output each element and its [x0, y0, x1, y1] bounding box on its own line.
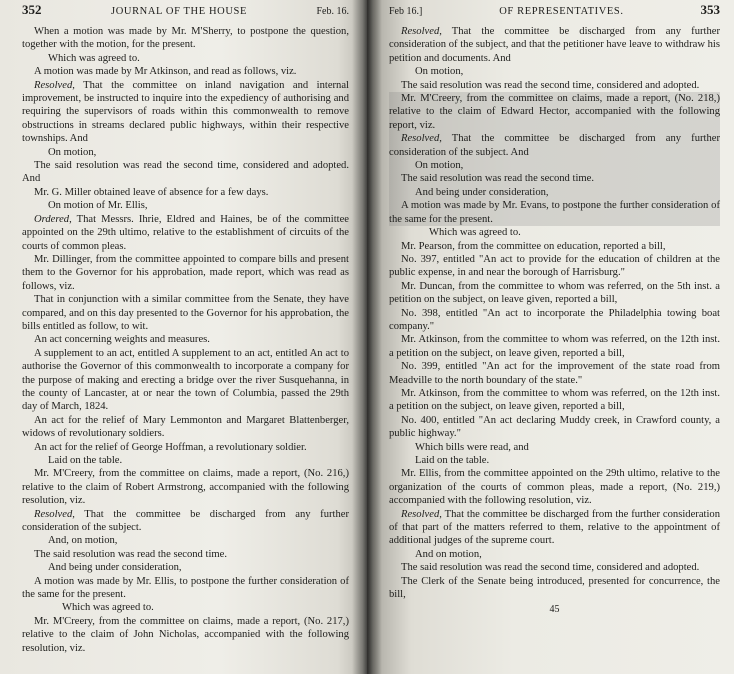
paragraph: An act for the relief of Mary Lemmonton and Margaret Blattenberger, widows of revolutionary soldiers. [22, 414, 349, 440]
right-header-date: Feb 16.] [389, 6, 423, 17]
paragraph: The said resolution was read the second time, considered and adopted. [401, 562, 700, 574]
paragraph: No. 400, entitled "An act declaring Muddy creek, in Crawford county, a public highway." [389, 414, 720, 440]
paragraph: Mr. M'Creery, from the committee on claims, made a report, (No. 218,) relative to the claim of Edward Hector, accompanied with the following report, viz. [389, 93, 720, 131]
right-page-header [389, 3, 720, 25]
paragraph: No. 399, entitled "An act for the improvement of the state road from Meadville to the north boundary of the state." [389, 361, 720, 386]
signature-mark: 45 [549, 604, 560, 616]
paragraph: Mr. G. Miller obtained leave of absence for a few days. [34, 186, 269, 198]
paragraph: An act concerning weights and measures. [34, 334, 210, 346]
paragraph: An act for the relief of George Hoffman, a revolutionary soldier. [34, 441, 307, 453]
paragraph: Mr. M'Creery, from the committee on claims, made a report, (No. 217,) relative to the claim of John Nicholas, accompanied with the following resolution, viz. [22, 615, 349, 654]
paragraph: And being under consideration, [48, 562, 182, 574]
paragraph: The said resolution was read the second time. [34, 548, 227, 560]
paragraph: And on motion, [415, 548, 482, 560]
paragraph: Mr. M'Creery, from the committee on claims, made a report, (No. 216,) relative to the claim of Robert Armstrong, accompanied with the following resolution, viz. [22, 468, 349, 507]
paragraph: The said resolution was read the second time. [389, 172, 720, 185]
paragraph: No. 397, entitled "An act to provide for the education of children at the public expense, in and near the borough of Harrisburg." [389, 253, 720, 279]
paragraph: Which was agreed to. [429, 227, 521, 239]
right-page-body [389, 25, 720, 617]
paragraph: Mr. Pearson, from the committee on education, reported a bill, [401, 240, 666, 252]
paragraph: On motion, [389, 159, 720, 172]
paragraph: Mr. Duncan, from the committee to whom was referred, on the 5th inst. a petition on the subject, on leave given, reported a bill, [389, 280, 720, 306]
paragraph: On motion, [48, 146, 97, 158]
paragraph: Resolved, That the committee be discharged from any further consideration of the subject. And [389, 133, 720, 158]
left-running-title: JOURNAL OF THE HOUSE [111, 6, 247, 17]
paragraph: A supplement to an act, entitled A supplement to an act, entitled An act to authorise the Governor of this commonwealth to incorporate a company for the purpose of making and erecting a bridge over the river Susquehanna, in the county of Lancaster, at or near the town of Columbia, passed the 29th day of March, 1824. [22, 347, 349, 413]
paragraph: Mr. Dillinger, from the committee appointed to compare bills and present them to the Governor for his approbation, made report, which was read as follows, viz. [22, 253, 349, 292]
paragraph: Laid on the table. [415, 455, 490, 466]
paragraph: On motion of Mr. Ellis, [48, 200, 148, 212]
paragraph: Resolved, That the committee be discharged from any further consideration of the subject. [22, 508, 349, 534]
paragraph: On motion, [415, 66, 464, 78]
left-page-header [22, 3, 349, 25]
paragraph: Mr. Atkinson, from the committee to whom was referred, on the 12th inst. a petition on the subject, on leave given, reported a bill, [389, 334, 720, 359]
paragraph: The Clerk of the Senate being introduced, presented for concurrence, the bill, [389, 575, 720, 601]
paragraph: And, on motion, [48, 535, 118, 547]
paragraph: When a motion was made by Mr. M'Sherry, to postpone the question, together with the motion, for the present. [22, 26, 349, 51]
paragraph: No. 398, entitled "An act to incorporate the Philadelphia towing boat company." [389, 307, 720, 332]
paragraph: Resolved, That the committee be discharged from any further consideration of the subject, and that the petitioner have leave to withdraw his petition and documents. And [389, 26, 720, 64]
paragraph: Laid on the table. [48, 455, 123, 466]
left-page-body [22, 25, 349, 655]
paragraph: Mr. Atkinson, from the committee to whom was referred, on the 12th inst. a petition on the subject, on leave given, reported a bill, [389, 387, 720, 413]
paragraph: A motion was made by Mr Atkinson, and read as follows, viz. [34, 66, 297, 78]
paragraph: Which was agreed to. [62, 602, 154, 614]
left-header-date: Feb. 16. [316, 6, 349, 17]
paragraph: Which was agreed to. [48, 52, 140, 64]
paragraph: Resolved, That the committee on inland navigation and internal improvement, be instructed to inquire into the expediency of authorising and requiring the supervisors of roads within this commonwealth to remove obstructions in streams declared public highways, within their respective townships. And [22, 79, 349, 145]
right-page-number: 353 [700, 2, 720, 17]
paragraph: The said resolution was read the second time, considered and adopted. And [22, 160, 349, 185]
paragraph: And being under consideration, [389, 186, 720, 199]
paragraph: That in conjunction with a similar committee from the Senate, they have compared, and on this day presented to the Governor for his approbation, the bills entitled as follow, to wit. [22, 294, 349, 332]
paragraph: A motion was made by Mr. Ellis, to postpone the further consideration of the same for the present. [22, 575, 349, 601]
paragraph: Which bills were read, and [415, 441, 529, 453]
paragraph: The said resolution was read the second time, considered and adopted. [401, 79, 700, 91]
right-running-title: OF REPRESENTATIVES. [499, 6, 624, 17]
left-page-number: 352 [22, 2, 42, 17]
right-page [367, 0, 734, 674]
paragraph: A motion was made by Mr. Evans, to postpone the further consideration of the same for the present. [389, 200, 720, 225]
paragraph: Resolved, That the committee be discharged from the further consideration of that part of the matters referred to them, relative to the appointment of additional judges of the supreme court. [389, 508, 720, 547]
paragraph: Ordered, That Messrs. Ihrie, Eldred and Haines, be of the committee appointed on the 29th ultimo, relative to the establishment of circuits of the courts of common pleas. [22, 213, 349, 252]
paragraph: Mr. Ellis, from the committee appointed on the 29th ultimo, relative to the organization of the courts of common pleas, made a report, (No. 219,) accompanied with the following resolution, viz. [389, 468, 720, 507]
